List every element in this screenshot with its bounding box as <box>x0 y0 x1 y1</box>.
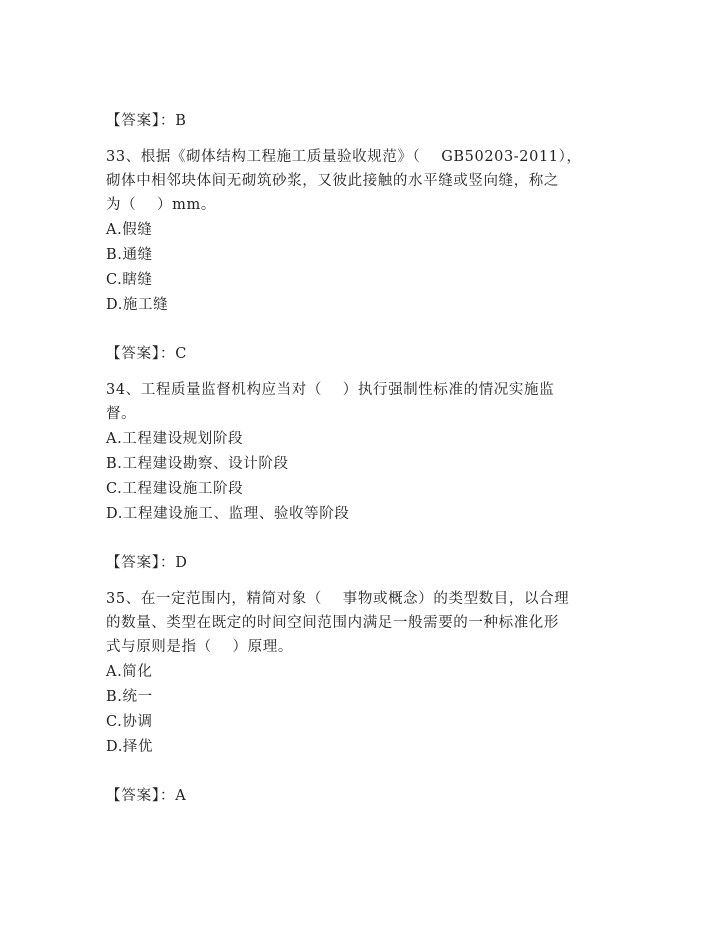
question-33-option-d: D.施工缝 <box>106 297 169 313</box>
question-35-option-b: B.统一 <box>106 689 153 705</box>
question-33-line-3: 为（ ）mm。 <box>106 197 216 213</box>
answer-line-32: 【答案】：B <box>106 113 187 129</box>
question-33-line-2: 砌体中相邻块体间无砌筑砂浆，又彼此接触的水平缝或竖向缝，称之 <box>106 173 559 189</box>
question-35-option-c: C.协调 <box>106 714 153 730</box>
question-33-line-1: 33、根据《砌体结构工程施工质量验收规范》（ GB50203-2011）， <box>106 149 582 165</box>
question-35-option-a: A.简化 <box>106 664 153 680</box>
question-35-line-2: 的数量、类型在既定的时间空间范围内满足一般需要的一种标准化形 <box>106 615 559 631</box>
question-35-option-d: D.择优 <box>106 739 154 755</box>
question-33-option-a: A.假缝 <box>106 222 153 238</box>
answer-line-35: 【答案】：A <box>106 788 187 804</box>
question-34-option-b: B.工程建设勘察、设计阶段 <box>106 456 289 472</box>
question-33-option-c: C.瞎缝 <box>106 272 153 288</box>
question-33-option-b: B.通缝 <box>106 247 153 263</box>
question-34-option-a: A.工程建设规划阶段 <box>106 431 244 447</box>
question-34-option-c: C.工程建设施工阶段 <box>106 481 244 497</box>
question-35-line-3: 式与原则是指（ ）原理。 <box>106 639 293 655</box>
question-34-line-2: 督。 <box>106 406 137 422</box>
answer-line-34: 【答案】：D <box>106 555 188 571</box>
question-35-line-1: 35、在一定范围内，精简对象（ 事物或概念）的类型数目，以合理 <box>106 591 570 607</box>
answer-line-33: 【答案】：C <box>106 346 188 362</box>
question-34-option-d: D.工程建设施工、监理、验收等阶段 <box>106 506 350 522</box>
question-34-line-1: 34、工程质量监督机构应当对（ ）执行强制性标准的情况实施监 <box>106 382 555 398</box>
